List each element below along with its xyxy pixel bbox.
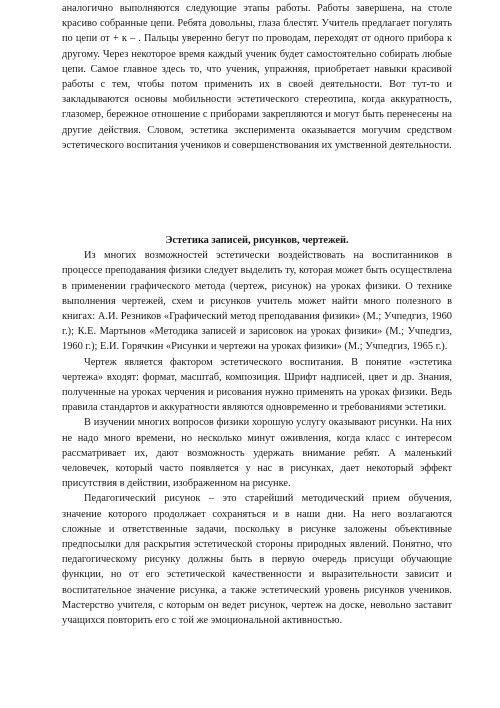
- intro-paragraph: аналогично выполняются следующие этапы работы. Работы завершена, на столе красиво собранные цепи. Ребята довольны, глаза блестят. Учитель предлагает погулять по цепи от + к – . Пальцы уверенно бегут по проводам, переходят от одного прибора к другому. Через некоторое время каждый ученик будет самостоятельно собирать любые цепи. Самое главное здесь то, что ученик, упражняя, приобретает навыки красивой работы с тем, чтобы потом применить их в своей деятельности. Вот тут-то и закладываются основы мобильности эстетического стереотипа, когда аккуратность, глазомер, бережное отношение с приборами закрепляются и могут быть перенесены на другие действия. Словом, эстетика эксперимента оказывается могучим средством эстетического воспитания учеников и совершенствования их умственной деятельности.: [62, 3, 452, 151]
- section-title: Эстетика записей, рисунков, чертежей.: [165, 235, 349, 246]
- paragraph-graphic-method: Из многих возможностей эстетически воздействовать на воспитанников в процессе преподавания физики следует выделить ту, которая может быть осуществлена в применении графического метода (чертеж, рисунок) на уроках физики. О технике выполнения чертежей, схем и рисунков учитель может найти много полезного в книгах: А.И. Резников «Графический метод преподавания физики» (М.; Учпедгиз, 1960 г.); К.Е. Мартынов «Методика записей и зарисовок на уроках физики» (М.; Учпедгиз, 1960 г.); Е.И. Горячкин «Рисунки и чертежи на уроках физики» (М.; Учпедгиз, 1965 г.).: [62, 250, 452, 353]
- paragraph-drawing-aesthetics: Чертеж является фактором эстетического воспитания. В понятие «эстетика чертежа» входят: формат, масштаб, композиция. Шрифт надписей, цвет и др. Знания, полученные на уроках черчения и рисования нужно применять на уроках физики. Ведь правила стандартов и аккуратности являются одновременно и требованиями эстетики.: [62, 356, 452, 414]
- paragraph-pedagogical-picture: Педагогический рисунок – это старейший методический прием обучения, значение которого продолжает сохраняться и в наши дни. На него возлагаются сложные и ответственные задачи, поскольку в рисунке заложены объективные предпосылки для раскрытия эстетической стороны природных явлений. Понятно, что педагогическому рисунку должны быть в первую очередь присущи обучающие функции, но от его эстетической качественности и выразительности зависит и воспитательное значение рисунка, а также эстетический уровень рисунков учеников. Мастерство учителя, с которым он ведет рисунок, чертеж на доске, невольно заставит учащихся повторить его с той же эмоциональной активностью.: [62, 493, 452, 627]
- aesthetics-section: [62, 233, 452, 628]
- paragraph-pictures: В изучении многих вопросов физики хорошую услугу оказывают рисунки. На них не надо много времени, но несколько минут оживления, когда класс с интересом рассматривает их, дают возможность удержать внимание ребят. А маленький человечек, который часто появляется у нас в рисунках, дает некоторый эффект присутствия в действии, изображенном на рисунке.: [62, 417, 452, 490]
- intro-text-block: [62, 1, 452, 153]
